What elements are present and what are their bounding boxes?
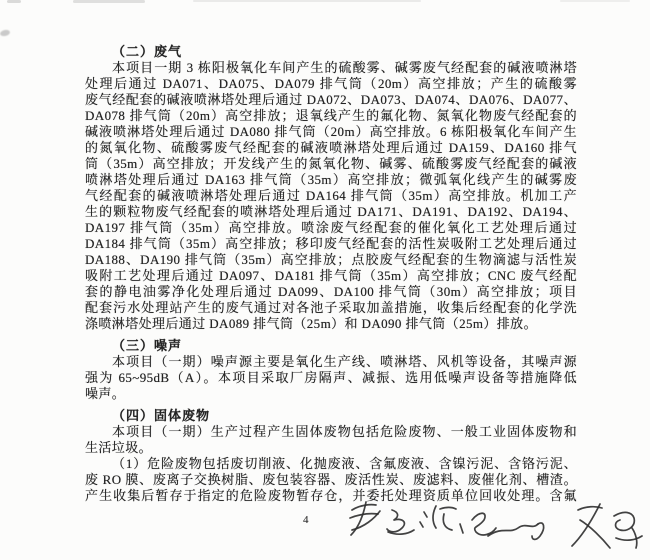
section-heading: （四）固体废物 xyxy=(112,408,211,423)
section-heading: （三）噪声 xyxy=(112,338,183,353)
text-line: DA078 排气筒（20m）高空排放；退氧线产生的氟化物、氮氧化物废气经配套的 xyxy=(85,108,577,123)
text-line: 强为 65~95dB（A）。本项目采取厂房隔声、减振、选用低噪声设备等措施降低 xyxy=(85,370,577,385)
text-line: DA197 排气筒（35m）高空排放。喷涂废气经配套的催化氧化工艺处理后通过 xyxy=(85,220,577,235)
text-line: 吸附工艺处理后通过 DA097、DA181 排气筒（35m）高空排放；CNC 废气经配 xyxy=(85,268,577,283)
section-heading: （二）废气 xyxy=(112,44,183,59)
text-line: 本项目一期 3 栋阳极氧化车间产生的硫酸雾、碱雾废气经配套的碱液喷淋塔 xyxy=(112,60,577,75)
text-line: 生的颗粒物废气经配套的喷淋塔处理后通过 DA171、DA191、DA192、DA194、 xyxy=(85,204,577,219)
scan-smudge xyxy=(0,29,11,38)
text-line: 的氮氧化物、硫酸雾废气经配套的碱液喷淋塔处理后通过 DA159、DA160 排气 xyxy=(85,140,577,155)
scan-artifact xyxy=(73,0,145,3)
text-line: 处理后通过 DA071、DA075、DA079 排气筒（20m）高空排放；产生的硫酸雾 xyxy=(85,76,577,91)
text-line: 噪声。 xyxy=(85,386,126,401)
signature-2 xyxy=(460,513,544,539)
text-line: DA188、DA190 排气筒（35m）高空排放；点胶废气经配套的生物滴滤与活性炭 xyxy=(85,252,577,267)
handwritten-signatures xyxy=(338,494,650,560)
text-line: 喷淋塔处理后通过 DA163 排气筒（35m）高空排放；微弧氧化线产生的碱雾废 xyxy=(85,172,577,187)
text-line: （1）危险废物包括废切削液、化抛废液、含氟废液、含镍污泥、含铬污泥、 xyxy=(112,456,577,471)
scan-artifact xyxy=(7,0,21,3)
section xyxy=(85,44,577,332)
text-line: 产生收集后暂存于指定的危险废物暂存仓，并委托处理资质单位回收处理。含氟 xyxy=(85,488,577,503)
signature-1 xyxy=(350,502,456,535)
text-line: 气经配套的碱液喷淋塔处理后通过 DA164 排气筒（35m）高空排放。机加工产 xyxy=(85,188,577,203)
text-line: 废气经配套的碱液喷淋塔处理后通过 DA072、DA073、DA074、DA076、DA077、 xyxy=(85,92,577,107)
text-line: 本项目（一期）噪声源主要是氧化生产线、喷淋塔、风机等设备，其噪声源 xyxy=(112,354,577,369)
text-line: 碱液喷淋塔处理后通过 DA080 排气筒（20m）高空排放。6 栋阳极氧化车间产生 xyxy=(85,124,577,139)
text-line: 本项目（一期）生产过程产生固体废物包括危险废物、一般工业固体废物和 xyxy=(112,424,577,439)
text-line: DA184 排气筒（35m）高空排放；移印废气经配套的活性炭吸附工艺处理后通过 xyxy=(85,236,577,251)
text-line: 套的静电油雾净化处理后通过 DA099、DA100 排气筒（30m）高空排放；项目 xyxy=(85,284,577,299)
text-line: 生活垃圾。 xyxy=(85,440,153,455)
section xyxy=(85,408,577,504)
text-line: 筒（35m）高空排放；开发线产生的氮氧化物、碱雾、硫酸雾废气经配套的碱液 xyxy=(85,156,577,171)
document-body xyxy=(85,44,577,504)
signature-3 xyxy=(572,504,642,548)
text-line: 废 RO 膜、废离子交换树脂、废包装容器、废活性炭、废滤料、废催化剂、槽渣。 xyxy=(85,472,577,487)
scan-artifact xyxy=(560,0,630,2)
text-line: 涤喷淋塔处理后通过 DA089 排气筒（25m）和 DA090 排气筒（25m）排放。 xyxy=(85,316,537,331)
section xyxy=(85,338,577,402)
page-number: 4 xyxy=(303,514,309,526)
scan-artifact xyxy=(193,0,421,2)
text-line: 配套污水处理站产生的废气通过对各池子采取加盖措施，收集后经配套的化学洗 xyxy=(85,300,577,315)
